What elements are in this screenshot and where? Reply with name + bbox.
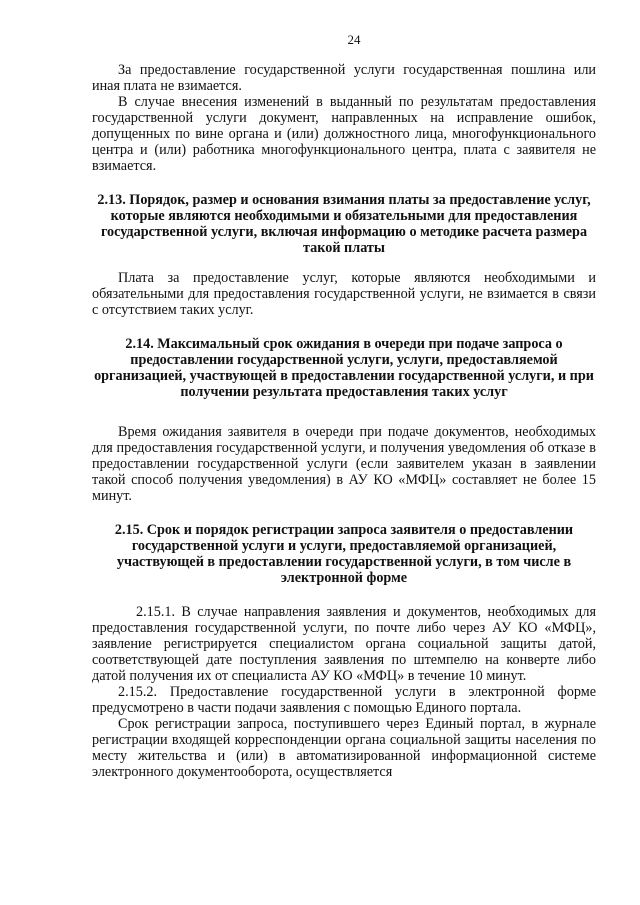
section-paragraph-2-15-2: 2.15.2. Предоставление государственной услуги в электронной форме предусмотрено в части подачи заявления с помощью Единого портала. xyxy=(92,684,596,716)
section-heading-2-15: 2.15. Срок и порядок регистрации запроса заявителя о предоставлении государственной услуги и услуги, предоставляемой организацией, участвующей в предоставлении государственной услуги, в том числе в электронной форме xyxy=(114,522,574,586)
section-body-2-14: Время ожидания заявителя в очереди при подаче документов, необходимых для предоставления государственной услуги, и получения уведомления об отказе в предоставлении государственной услуги (если заявителем указан в заявлении такой способ получения уведомления) в АУ КО «МФЦ» составляет не более 15 минут. xyxy=(92,424,596,504)
paragraph-corrections-free: В случае внесения изменений в выданный по результатам предоставления государственной услуги документ, направленных на исправление ошибок, допущенных по вине органа и (или) должностного лица, многофункционального центра и (или) работника многофункционального центра, плата с заявителя не взимается. xyxy=(92,94,596,174)
section-body-2-13: Плата за предоставление услуг, которые являются необходимыми и обязательными для предоставления государственной услуги, не взимается в связи с отсутствием таких услуг. xyxy=(92,270,596,318)
paragraph-fee-exemption: За предоставление государственной услуги государственная пошлина или иная плата не взимается. xyxy=(92,62,596,94)
page-number: 24 xyxy=(347,32,361,47)
section-heading-2-13: 2.13. Порядок, размер и основания взимания платы за предоставление услуг, которые являются необходимыми и обязательными для предоставления государственной услуги, включая информацию о методике расчета размера такой платы xyxy=(97,192,591,256)
section-paragraph-registration: Срок регистрации запроса, поступившего через Единый портал, в журнале регистрации входящей корреспонденции органа социальной защиты населения по месту жительства и (или) в автоматизированной информационной системе электронного документооборота, осуществляется xyxy=(92,716,596,780)
section-heading-2-14: 2.14. Максимальный срок ожидания в очереди при подаче запроса о предоставлении государственной услуги, услуги, предоставляемой организацией, участвующей в предоставлении государственной услуги, и при получении результата предоставления таких услуг xyxy=(94,336,594,400)
section-paragraph-2-15-1: 2.15.1. В случае направления заявления и документов, необходимых для предоставления государственной услуги, по почте либо через АУ КО «МФЦ», заявление регистрируется специалистом органа социальной защиты датой, соответствующей дате поступления заявления по штемпелю на конверте либо датой получения их от специалиста АУ КО «МФЦ» в течение 10 минут. xyxy=(92,604,596,684)
